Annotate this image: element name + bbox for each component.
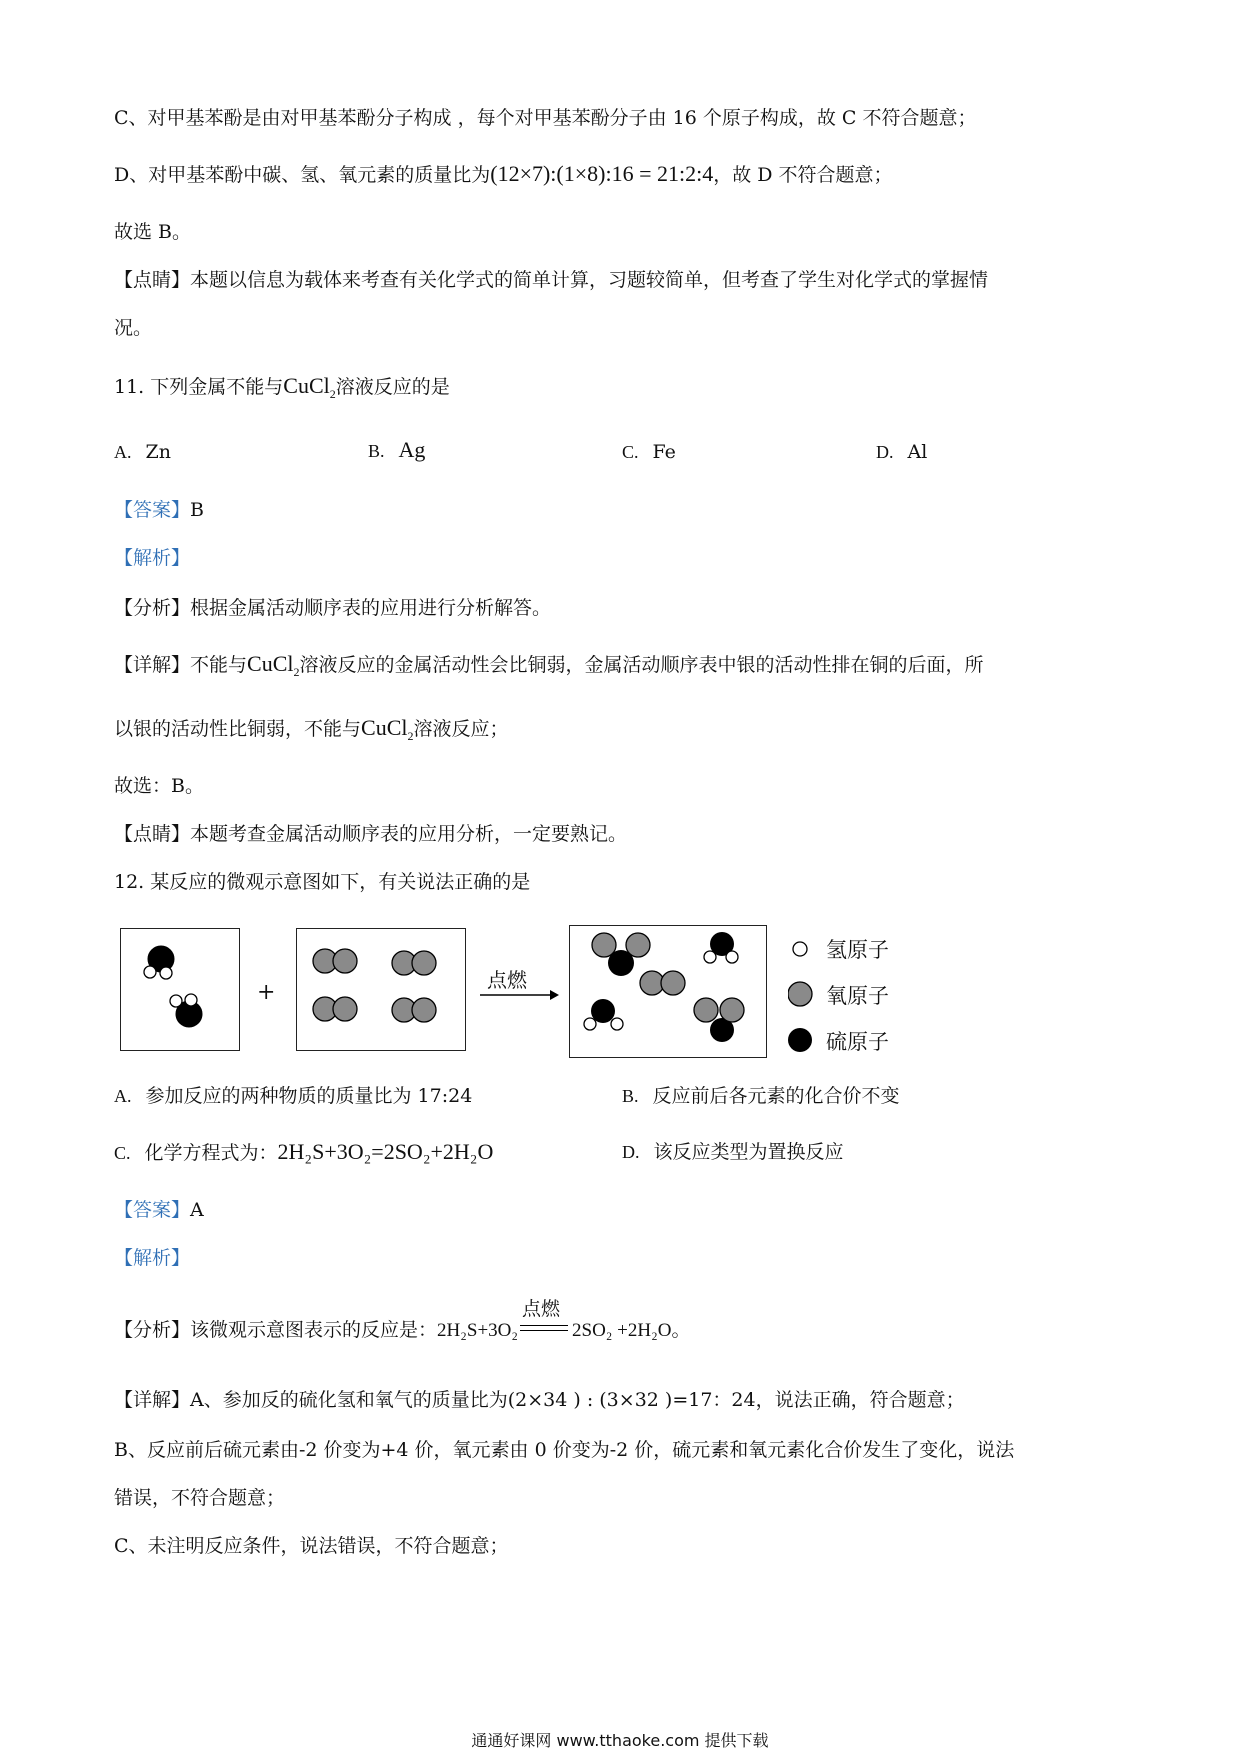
xiangjie-text: 溶液反应的金属活动性会比铜弱，金属活动顺序表中银的活动性排在铜的后面，所 xyxy=(299,654,984,676)
reactant-box-h2s xyxy=(120,928,240,1051)
xiangjie-text: A、参加反的硫化氢和氧气的质量比为(2×34 ) : (3×32 )=17：24，说法正确，符合题意； xyxy=(190,1389,965,1411)
q11-option-b xyxy=(368,436,425,465)
equation: 2H₂S+3O₂=2SO₂+2H₂O xyxy=(277,1139,494,1164)
option-text: Zn xyxy=(145,441,171,463)
answer-tag: 【答案】 xyxy=(114,499,191,521)
product-box xyxy=(569,925,767,1058)
q11-choose: 故选：B。 xyxy=(114,775,204,797)
q12-number: 12. xyxy=(114,871,145,893)
dianjing-text: 本题以信息为载体来考查有关化学式的简单计算，习题较简单，但考查了学生对化学式的掌握情 xyxy=(190,269,989,291)
option-text: 反应前后各元素的化合价不变 xyxy=(652,1085,900,1107)
option-text: Fe xyxy=(652,441,676,463)
fenxi-tag: 【分析】 xyxy=(114,597,191,619)
hydrogen-swatch xyxy=(793,942,807,956)
q12-stem-text: 某反应的微观示意图如下，有关说法正确的是 xyxy=(150,871,531,893)
equals-line xyxy=(520,1330,568,1331)
q11-number: 11. xyxy=(114,376,145,398)
q11-dianjing xyxy=(114,820,627,848)
fenxi-text: 该微观示意图表示的反应是： xyxy=(190,1319,438,1341)
xiangjie-text: 以银的活动性比铜弱，不能与 xyxy=(114,718,362,740)
option-text: Al xyxy=(907,441,928,463)
answer-tag: 【答案】 xyxy=(114,1199,191,1221)
q12-option-c xyxy=(114,1138,493,1167)
option-text: 该反应类型为置换反应 xyxy=(653,1141,844,1163)
fenxi-tag: 【分析】 xyxy=(114,1319,191,1341)
q11-option-a xyxy=(114,438,171,466)
legend-swatches xyxy=(788,938,818,1058)
cucl-text: CuCl xyxy=(247,651,294,676)
equation-rhs: 2SO₂ +2H₂O。 xyxy=(572,1320,691,1341)
q12-option-d xyxy=(622,1138,844,1166)
q11-xiangjie-2 xyxy=(114,714,509,750)
option-letter: B. xyxy=(368,441,385,461)
reactant-box-o2 xyxy=(296,928,466,1051)
xiangjie-text: 溶液反应； xyxy=(413,718,509,740)
legend-hydrogen: 氢原子 xyxy=(826,938,889,962)
cucl2-formula xyxy=(283,373,336,401)
option-letter: D. xyxy=(622,1142,640,1162)
dianjing-1 xyxy=(114,266,988,294)
plus-sign: + xyxy=(257,980,276,1005)
option-letter: A. xyxy=(114,442,132,462)
h2s-molecules xyxy=(121,929,239,1050)
option-text: Ag xyxy=(398,437,426,462)
answer-value: B xyxy=(190,499,204,521)
o2-molecules xyxy=(297,929,465,1050)
option-c-explanation: C、对甲基苯酚是由对甲基苯酚分子构成 ，每个对甲基苯酚分子由 16 个原子构成，故 C 不符合题意； xyxy=(114,107,977,129)
xiangjie-tag: 【详解】 xyxy=(114,654,191,676)
option-text: 化学方程式为： xyxy=(144,1142,278,1164)
q12-jiexi-tag: 【解析】 xyxy=(114,1247,191,1269)
legend-sulfur: 硫原子 xyxy=(826,1030,889,1054)
q12-answer xyxy=(114,1196,204,1224)
cucl2-formula xyxy=(247,651,300,679)
choose-b: 故选 B。 xyxy=(114,221,192,243)
subscript: 2 xyxy=(407,729,414,743)
q12-xiangjie-c: C、未注明反应条件，说法错误，不符合题意； xyxy=(114,1535,509,1557)
fenxi-text: 根据金属活动顺序表的应用进行分析解答。 xyxy=(190,597,552,619)
q12-option-a xyxy=(114,1082,472,1110)
cucl-text: CuCl xyxy=(283,373,330,398)
xiangjie-tag: 【详解】 xyxy=(114,1389,191,1411)
q11-xiangjie-1 xyxy=(114,650,984,686)
option-letter: D. xyxy=(876,442,894,462)
cucl-text: CuCl xyxy=(361,715,408,740)
footer-source: 通通好课网 www.tthaoke.com 提供下载 xyxy=(471,1731,769,1750)
option-letter: B. xyxy=(622,1086,639,1106)
dianjing-text: 本题考查金属活动顺序表的应用分析，一定要熟记。 xyxy=(190,823,628,845)
option-letter: C. xyxy=(114,1143,131,1163)
q11-option-c xyxy=(622,438,676,466)
q12-xiangjie-b1: B、反应前后硫元素由-2 价变为+4 价，氧元素由 0 价变为-2 价，硫元素和氧元素化合价发生了变化，说法 xyxy=(114,1439,1015,1461)
q11-stem-post: 溶液反应的是 xyxy=(335,376,450,398)
sulfur-swatch xyxy=(788,1028,812,1052)
dianjing-1-cont: 况。 xyxy=(114,317,153,339)
xiangjie-text: 不能与 xyxy=(190,654,248,676)
option-text: 参加反应的两种物质的质量比为 17:24 xyxy=(145,1085,473,1107)
oxygen-swatch xyxy=(788,982,812,1006)
q11-stem xyxy=(114,372,450,408)
q11-jiexi-tag: 【解析】 xyxy=(114,547,191,569)
q11-answer xyxy=(114,496,204,524)
d-text-end: ，故 D 不符合题意； xyxy=(713,164,893,186)
condition-text: 点燃 xyxy=(522,1298,561,1320)
answer-value: A xyxy=(190,1199,204,1221)
q11-stem-pre: 下列金属不能与 xyxy=(150,376,284,398)
dianjing-tag: 【点睛】 xyxy=(114,269,191,291)
q12-xiangjie-a xyxy=(114,1386,965,1414)
subscript: 2 xyxy=(329,387,336,401)
d-text: D、对甲基苯酚中碳、氢、氧元素的质量比为 xyxy=(114,164,491,186)
arrow-label: 点燃 xyxy=(487,968,527,992)
option-letter: A. xyxy=(114,1086,132,1106)
q11-option-d xyxy=(876,438,927,466)
cucl2-formula xyxy=(361,715,414,743)
legend-oxygen: 氧原子 xyxy=(826,984,889,1008)
equals-line xyxy=(520,1325,568,1326)
subscript: 2 xyxy=(293,665,300,679)
option-d-explanation xyxy=(114,160,893,189)
mass-ratio-formula: (12×7):(1×8):16 = 21:2:4 xyxy=(490,161,714,186)
arrow-icon xyxy=(478,988,560,1002)
equation-lhs: 2H₂S+3O₂ xyxy=(437,1320,519,1341)
option-letter: C. xyxy=(622,442,639,462)
product-molecules xyxy=(570,926,766,1057)
q12-xiangjie-b2: 错误，不符合题意； xyxy=(114,1487,286,1509)
q12-stem xyxy=(114,868,530,896)
q12-fenxi xyxy=(114,1298,691,1345)
q12-option-b xyxy=(622,1082,900,1110)
dianjing-tag: 【点睛】 xyxy=(114,823,191,845)
q11-fenxi xyxy=(114,594,551,622)
condition-equals xyxy=(518,1298,572,1341)
